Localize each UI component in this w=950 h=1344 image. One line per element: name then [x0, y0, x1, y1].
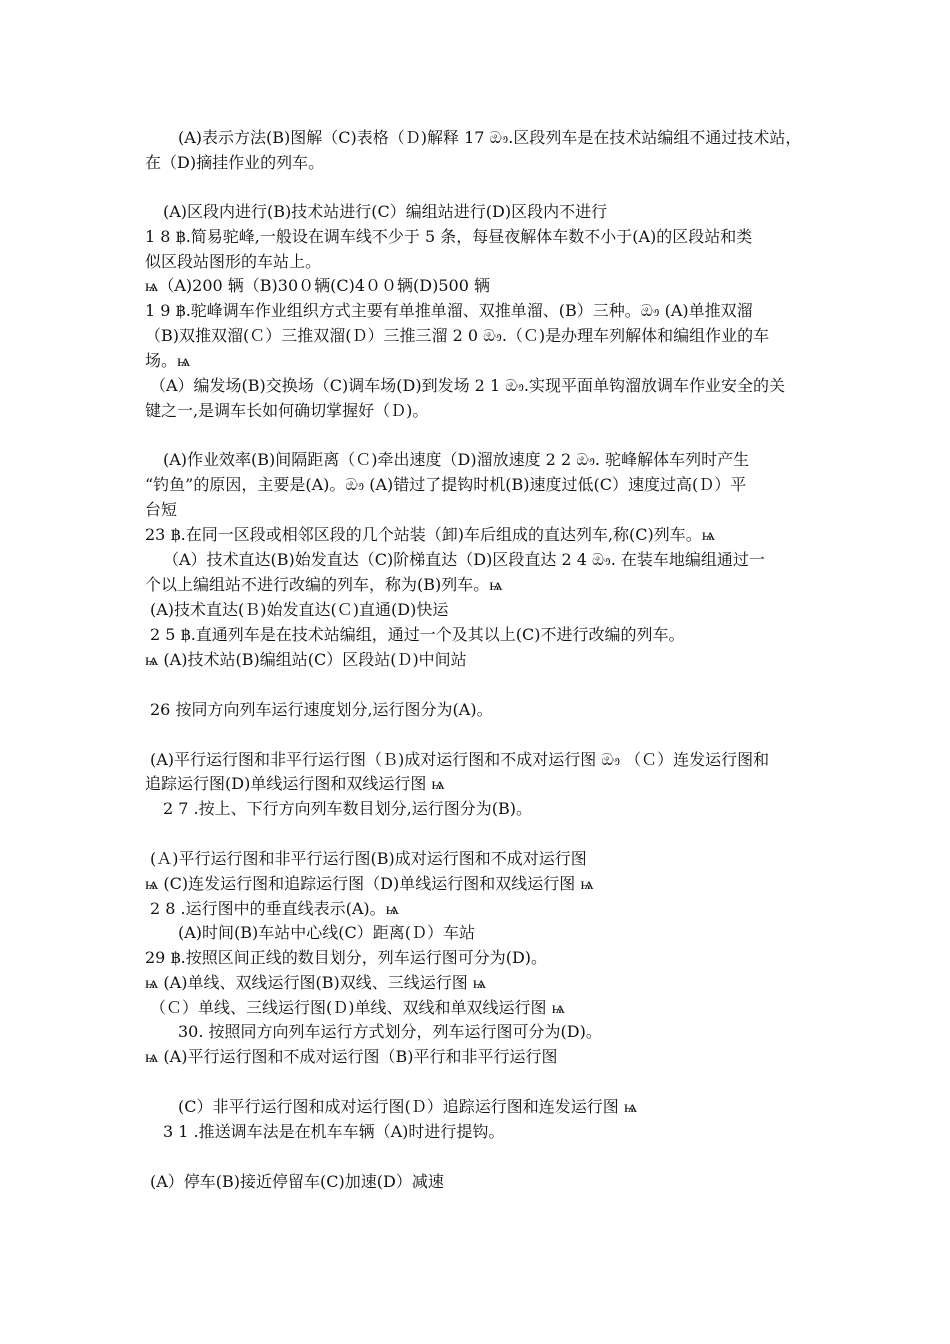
text-line: ѩ (C)连发运行图和追踪运行图（D)单线运行图和双线运行图 ѩ [145, 874, 594, 893]
text-line: 2 8 .运行图中的垂直线表示(A)。ѩ [150, 899, 400, 918]
text-line: 1 8 ฿.简易驼峰,一般设在调车线不少于 5 条，每昼夜解体车数不小于(A)的区段站和类 [145, 227, 753, 246]
text-line: （A）编发场(B)交换场（C)调车场(D)到发场 2 1 ඖ.实现平面单钩溜放调车作业安全的关 [150, 376, 786, 395]
text-line: （Ｃ）单线、三线运行图(Ｄ)单线、双线和单双线运行图 ѩ [150, 998, 565, 1017]
text-line: (A)表示方法(B)图解（C)表格（Ｄ)解释 17 ඖ.区段列车是在技术站编组不通过技术站， [178, 128, 802, 147]
text-line: (A）停车(B)接近停留车(C)加速(D）减速 [150, 1172, 444, 1191]
text-line: “钓鱼”的原因，主要是(A)。ඖ (A)错过了提钩时机(B)速度过低(C）速度过高(Ｄ）平 [145, 475, 747, 494]
text-line: 场。ѩ [145, 351, 191, 370]
text-line: ѩ (A)技术站(B)编组站(C）区段站(Ｄ)中间站 [145, 650, 467, 669]
text-line: 追踪运行图(D)单线运行图和双线运行图 ѩ [145, 774, 445, 793]
text-line: (Ａ)平行运行图和非平行运行图(B)成对运行图和不成对运行图 [150, 849, 587, 868]
text-line: 键之一,是调车长如何确切掌握好（Ｄ)。 [145, 401, 429, 420]
text-line: 23 ฿.在同一区段或相邻区段的几个站装（卸)车后组成的直达列车,称(C)列车。ѩ [145, 525, 716, 544]
text-line: 26 按同方向列车运行速度划分,运行图分为(A)。 [150, 700, 493, 719]
text-line: 3 1 .推送调车法是在机车车辆（A)时进行提钩。 [163, 1122, 505, 1141]
text-line: (A)作业效率(B)间隔距离（Ｃ)牵出速度（D)溜放速度 2 2 ඖ. 驼峰解体车列时产生 [163, 450, 750, 469]
text-line: 29 ฿.按照区间正线的数目划分，列车运行图可分为(D)。 [145, 948, 548, 967]
text-line: 似区段站图形的车站上。 [145, 252, 322, 271]
text-line: 2 5 ฿.直通列车是在技术站编组，通过一个及其以上(C)不进行改编的列车。 [150, 625, 685, 644]
text-line: （A）技术直达(B)始发直达（C)阶梯直达（D)区段直达 2 4 ඖ. 在装车地编组通过一 [163, 550, 765, 569]
text-line: 2 7 .按上、下行方向列车数目划分,运行图分为(B)。 [163, 799, 532, 818]
text-line: (A)技术直达(Ｂ)始发直达(Ｃ)直通(D)快运 [150, 600, 449, 619]
text-line: (A)平行运行图和非平行运行图（Ｂ)成对运行图和不成对运行图 ඖ （Ｃ）连发运行图和 [150, 750, 770, 769]
text-line: （B)双推双溜(Ｃ）三推双溜(Ｄ）三推三溜 2 0 ඖ.（Ｃ)是办理车列解体和编组作业的车 [145, 326, 770, 345]
text-line: 台短 [145, 500, 178, 519]
text-line: ѩ（A)200 辆（B)30０辆(C)4００辆(D)500 辆 [145, 276, 490, 295]
text-line: 在（D)摘挂作业的列车。 [145, 153, 325, 172]
text-line: 个以上编组站不进行改编的列车，称为(B)列车。ѩ [145, 575, 503, 594]
text-line: (C）非平行运行图和成对运行图(Ｄ）追踪运行图和连发运行图 ѩ [178, 1097, 638, 1116]
text-line: 30. 按照同方向列车运行方式划分，列车运行图可分为(D)。 [178, 1022, 602, 1041]
text-line: ѩ (A)平行运行图和不成对运行图（B)平行和非平行运行图 [145, 1047, 558, 1066]
text-line: 1 9 ฿.驼峰调车作业组织方式主要有单推单溜、双推单溜、(B）三种。ඖ (A)单推双溜 [145, 301, 753, 320]
text-line: (A)时间(B)车站中心线(C）距离(Ｄ）车站 [178, 923, 476, 942]
text-line: (A)区段内进行(B)技术站进行(C）编组站进行(D)区段内不进行 [163, 202, 608, 221]
text-line: ѩ (A)单线、双线运行图(B)双线、三线运行图 ѩ [145, 973, 487, 992]
